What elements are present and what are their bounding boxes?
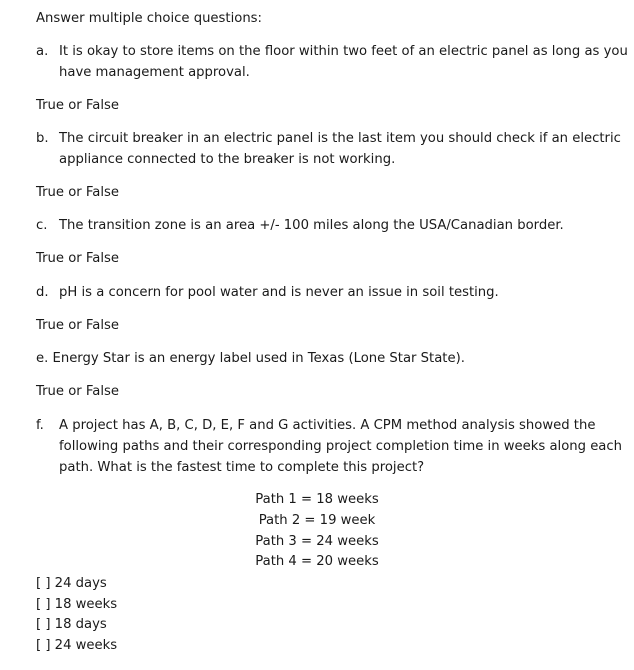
question-d-line-1: pH is a concern for pool water and is never an issue in soil testing. bbox=[59, 285, 499, 300]
question-a-line-1: It is okay to store items on the floor within two feet of an electric panel as long as you bbox=[59, 44, 628, 59]
answer-option[interactable]: [ ] 24 days bbox=[36, 576, 107, 591]
question-d-letter: d. bbox=[36, 285, 49, 300]
question-a-letter: a. bbox=[36, 44, 49, 59]
question-b-letter: b. bbox=[36, 131, 49, 146]
question-f-line-2: following paths and their corresponding project completion time in weeks along each bbox=[59, 439, 622, 454]
path-item: Path 3 = 24 weeks bbox=[255, 534, 379, 549]
path-item: Path 1 = 18 weeks bbox=[255, 492, 379, 507]
path-item: Path 4 = 20 weeks bbox=[255, 554, 379, 569]
question-f-line-3: path. What is the fastest time to complete this project? bbox=[59, 460, 425, 475]
true-false-d: True or False bbox=[36, 318, 119, 333]
question-b-line-2: appliance connected to the breaker is not working. bbox=[59, 152, 396, 167]
true-false-c: True or False bbox=[36, 251, 119, 266]
true-false-e: True or False bbox=[36, 384, 119, 399]
question-f-line-1: A project has A, B, C, D, E, F and G activities. A CPM method analysis showed the bbox=[59, 418, 596, 433]
answer-option[interactable]: [ ] 18 weeks bbox=[36, 597, 118, 612]
question-f-letter: f. bbox=[36, 418, 44, 433]
instructions-heading: Answer multiple choice questions: bbox=[36, 11, 262, 26]
question-e: e. Energy Star is an energy label used in Texas (Lone Star State). bbox=[36, 351, 465, 366]
question-b-line-1: The circuit breaker in an electric panel is the last item you should check if an electric bbox=[59, 131, 621, 146]
answer-option[interactable]: [ ] 24 weeks bbox=[36, 638, 118, 653]
path-item: Path 2 = 19 week bbox=[258, 513, 376, 528]
question-c-letter: c. bbox=[36, 218, 48, 233]
question-a-line-2: have management approval. bbox=[59, 65, 250, 80]
answer-option[interactable]: [ ] 18 days bbox=[36, 617, 107, 632]
true-false-b: True or False bbox=[36, 185, 119, 200]
question-c-line-1: The transition zone is an area +/- 100 miles along the USA/Canadian border. bbox=[59, 218, 564, 233]
true-false-a: True or False bbox=[36, 98, 119, 113]
